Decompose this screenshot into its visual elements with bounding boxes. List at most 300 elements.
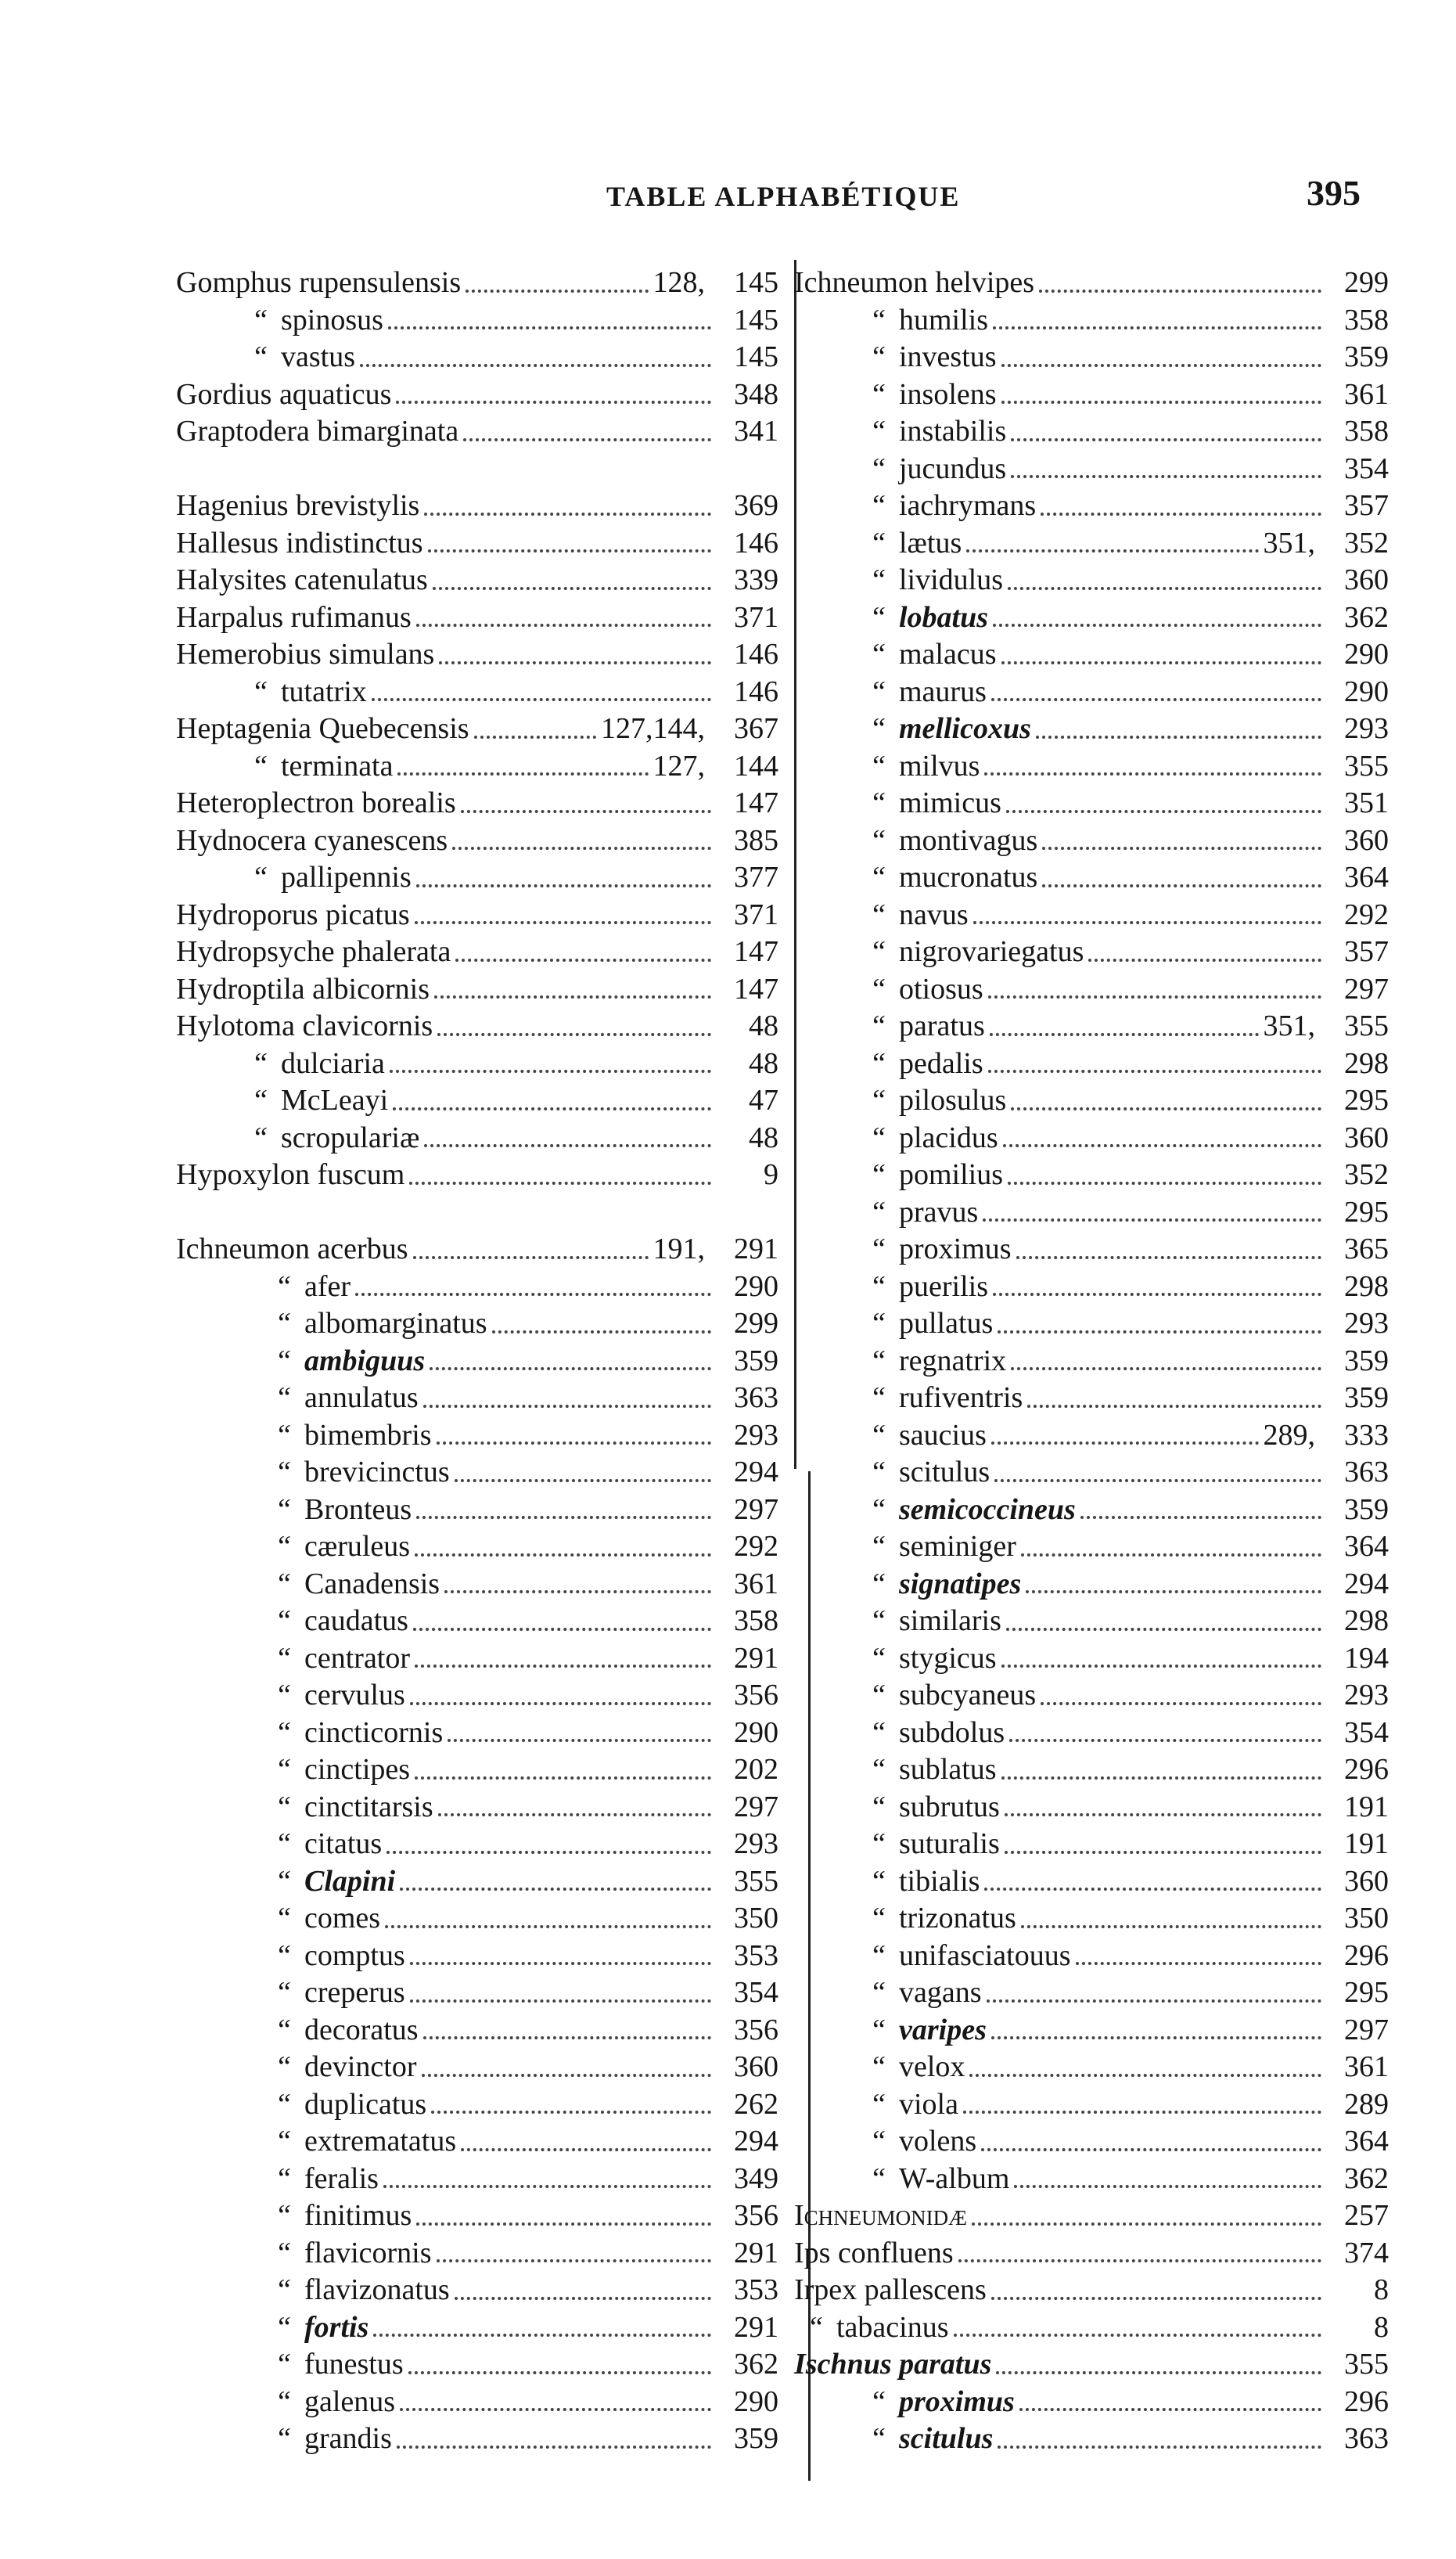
entry-page: 191	[1344, 1790, 1389, 1823]
ditto-mark: “	[275, 2161, 292, 2195]
ditto-mark: “	[251, 1121, 268, 1154]
entry-name: Hydropsyche phalerata	[176, 935, 451, 969]
page-number: 395	[1307, 173, 1361, 213]
ditto-mark: “	[869, 823, 886, 857]
index-entry	[176, 1528, 794, 1566]
entry-name: tabacinus	[836, 2310, 949, 2344]
ditto-mark: “	[869, 898, 886, 931]
ditto-mark: “	[275, 2013, 292, 2046]
ditto-mark: “	[869, 2050, 886, 2084]
ditto-mark: “	[869, 563, 886, 597]
entry-page: 297	[734, 1790, 778, 1823]
index-entry	[176, 822, 794, 860]
entry-page: 363	[734, 1381, 778, 1415]
entry-name: vagans	[899, 1976, 982, 2010]
entry-name: cinctipes	[304, 1753, 411, 1787]
entry-name: insolens	[899, 377, 997, 411]
entry-name: duplicatus	[304, 2087, 427, 2121]
entry-name: bimembris	[304, 1418, 432, 1452]
dot-leader	[990, 1033, 1259, 1036]
dot-leader	[1088, 959, 1321, 962]
index-entry	[176, 2346, 794, 2384]
index-entry	[176, 1492, 794, 1529]
entry-page: 296	[1344, 1753, 1389, 1787]
index-entry	[176, 1380, 794, 1417]
index-entry	[794, 1008, 1412, 1046]
ditto-mark: “	[869, 1864, 886, 1898]
entry-name: Heteroplectron borealis	[176, 786, 456, 820]
ditto-mark: “	[807, 2310, 824, 2344]
ditto-mark: “	[275, 2199, 292, 2233]
entry-name: jucundus	[899, 452, 1007, 485]
ditto-mark: “	[869, 1233, 886, 1266]
index-entry	[794, 525, 1412, 563]
entry-name: caudatus	[304, 1604, 408, 1638]
entry-page: 297	[1344, 972, 1389, 1006]
dot-leader	[383, 2185, 711, 2188]
index-entry	[794, 1269, 1412, 1306]
ditto-mark: “	[869, 1567, 886, 1600]
ditto-mark: “	[275, 1307, 292, 1341]
entry-page: 353	[734, 2273, 778, 2307]
entry-name: Hydnocera cyanescens	[176, 823, 448, 857]
index-column-right	[794, 265, 1412, 2458]
entry-page: 147	[734, 786, 778, 820]
entry-name: otiosus	[899, 972, 983, 1006]
index-entry	[176, 1157, 794, 1194]
entry-name: tutatrix	[281, 675, 367, 708]
entry-name: decoratus	[304, 2013, 419, 2046]
ditto-mark: “	[869, 1418, 886, 1452]
entry-name: pomilius	[899, 1158, 1004, 1192]
dot-leader	[416, 1516, 711, 1519]
dot-leader	[1011, 475, 1321, 478]
ditto-mark: “	[869, 2384, 886, 2418]
entry-name: placidus	[899, 1121, 998, 1154]
ditto-mark: “	[251, 675, 268, 708]
ditto-mark: “	[869, 935, 886, 969]
index-entry	[794, 1863, 1412, 1901]
index-entry	[794, 1789, 1412, 1827]
ditto-mark: “	[869, 415, 886, 448]
entry-page: 359	[734, 2422, 778, 2456]
entry-name: creperus	[304, 1976, 405, 2010]
ditto-mark: “	[869, 2125, 886, 2158]
index-entry	[176, 1603, 794, 1640]
ditto-mark: “	[275, 2384, 292, 2418]
index-entry	[794, 413, 1412, 451]
dot-leader	[1006, 1628, 1321, 1631]
entry-name: finitimus	[304, 2199, 412, 2233]
entry-page: 295	[1344, 1195, 1389, 1229]
entry-page: 341	[734, 415, 778, 448]
entry-page: 147	[734, 935, 778, 969]
ditto-mark: “	[869, 600, 886, 634]
dot-leader	[444, 1590, 711, 1593]
entry-name: Ischnus paratus	[794, 2348, 992, 2381]
index-entry	[176, 599, 794, 637]
index-entry	[176, 2161, 794, 2198]
entry-name: scitulus	[899, 1456, 990, 1489]
index-entry	[794, 1305, 1412, 1343]
index-entry	[176, 1640, 794, 1678]
index-entry	[794, 636, 1412, 674]
entry-name: flavizonatus	[304, 2273, 450, 2307]
ditto-mark: “	[275, 1679, 292, 1712]
ditto-mark: “	[275, 1864, 292, 1898]
dot-leader	[423, 2036, 711, 2039]
page-header	[0, 173, 1456, 224]
index-entry	[794, 2346, 1412, 2384]
ditto-mark: “	[869, 1902, 886, 1935]
entry-page: 290	[1344, 675, 1389, 708]
dot-leader	[437, 1441, 711, 1445]
dot-leader	[413, 1256, 649, 1259]
dot-leader	[474, 736, 596, 739]
entry-name: lobatus	[899, 600, 989, 634]
entry-name: Gomphus rupensulensis	[176, 266, 462, 300]
running-title: TABLE ALPHABÉTIQUE	[606, 181, 961, 212]
dot-leader	[397, 772, 648, 776]
ditto-mark: “	[869, 1753, 886, 1787]
index-entry	[176, 2086, 794, 2124]
dot-leader	[461, 2148, 711, 2151]
dot-leader	[958, 2259, 1321, 2262]
entry-page: 298	[1344, 1269, 1389, 1303]
entry-page: 364	[1344, 1530, 1389, 1564]
entry-page: 9	[764, 1158, 778, 1192]
entry-name: trizonatus	[899, 1902, 1016, 1935]
entry-page: 354	[1344, 452, 1389, 485]
entry-page: 360	[1344, 1864, 1389, 1898]
entry-name: Hypoxylon fuscum	[176, 1158, 405, 1192]
entry-name: Heptagenia Quebecensis	[176, 712, 469, 746]
entry-page: 145	[734, 340, 778, 374]
entry-page: 371	[734, 898, 778, 931]
dot-leader	[1042, 847, 1321, 850]
entry-name: Hylotoma clavicornis	[176, 1010, 433, 1043]
dot-leader	[415, 1665, 711, 1668]
entry-extra-pages: 127,	[653, 749, 705, 783]
entry-name: Clapini	[304, 1864, 396, 1898]
entry-page: 365	[1344, 1233, 1389, 1266]
entry-page: 291	[734, 1641, 778, 1675]
entry-name: puerilis	[899, 1269, 988, 1303]
entry-page: 297	[734, 1492, 778, 1526]
ditto-mark: “	[869, 489, 886, 523]
index-entry	[794, 785, 1412, 822]
dot-leader	[416, 884, 711, 887]
index-entry	[176, 562, 794, 599]
ditto-mark: “	[869, 1456, 886, 1489]
entry-extra-pages: 289,	[1263, 1418, 1315, 1452]
entry-name: terminata	[281, 749, 394, 783]
index-entry	[794, 599, 1412, 637]
ditto-mark: “	[869, 2087, 886, 2121]
dot-leader	[1008, 1182, 1321, 1185]
entry-name: pedalis	[899, 1046, 983, 1080]
dot-leader	[988, 1070, 1321, 1073]
dot-leader	[963, 2111, 1321, 2114]
index-entry	[176, 1120, 794, 1157]
entry-name: grandis	[304, 2422, 392, 2456]
dot-leader	[966, 549, 1258, 552]
ditto-mark: “	[275, 1902, 292, 1935]
ditto-mark: “	[251, 1046, 268, 1080]
entry-page: 364	[1344, 861, 1389, 894]
index-entry	[176, 1082, 794, 1120]
entry-page: 290	[734, 2384, 778, 2418]
dot-leader	[998, 1330, 1321, 1333]
dot-leader	[424, 513, 711, 516]
entry-name: iachrymans	[899, 489, 1037, 523]
entry-name: investus	[899, 340, 997, 374]
entry-name: regnatrix	[899, 1344, 1007, 1377]
dot-leader	[422, 2074, 711, 2077]
index-entry	[176, 2420, 794, 2458]
index-entry	[794, 1380, 1412, 1417]
ditto-mark: “	[275, 2422, 292, 2456]
entry-page: 293	[1344, 1679, 1389, 1712]
ditto-mark: “	[275, 1790, 292, 1823]
index-entry	[794, 1566, 1412, 1603]
index-entry	[794, 2272, 1412, 2309]
entry-name: varipes	[899, 2013, 987, 2046]
index-entry	[794, 1343, 1412, 1380]
entry-page: 289	[1344, 2087, 1389, 2121]
index-entry	[794, 1826, 1412, 1863]
dot-leader	[466, 290, 648, 293]
entry-name: fortis	[304, 2310, 369, 2344]
ditto-mark: “	[869, 303, 886, 337]
index-entry	[176, 413, 794, 451]
dot-leader	[360, 364, 711, 367]
ditto-mark: “	[869, 1269, 886, 1303]
index-entry	[176, 711, 794, 748]
entry-page: 295	[1344, 1976, 1389, 2010]
index-entry	[794, 2012, 1412, 2050]
dot-leader	[998, 2446, 1321, 2449]
index-entry	[176, 488, 794, 525]
ditto-mark: “	[869, 1938, 886, 1972]
ditto-mark: “	[275, 1604, 292, 1638]
index-entry	[176, 2012, 794, 2050]
entry-name: pilosulus	[899, 1084, 1007, 1118]
dot-leader	[984, 1888, 1321, 1891]
dot-leader	[994, 1479, 1321, 1482]
dot-leader	[1021, 1553, 1321, 1557]
ditto-mark: “	[275, 1381, 292, 1415]
index-entry	[176, 971, 794, 1009]
entry-name: brevicinctus	[304, 1456, 450, 1489]
ditto-mark: “	[869, 526, 886, 560]
index-entry	[794, 1231, 1412, 1269]
entry-page: 290	[734, 1715, 778, 1749]
entry-page: 146	[734, 526, 778, 560]
dot-leader	[428, 549, 711, 552]
ditto-mark: “	[275, 1938, 292, 1972]
entry-page: 359	[1344, 1344, 1389, 1377]
dot-leader	[410, 1702, 711, 1705]
index-entry	[794, 2384, 1412, 2421]
entry-name: montivagus	[899, 823, 1038, 857]
entry-name: cervulus	[304, 1679, 405, 1712]
dot-leader	[1014, 2185, 1321, 2188]
ditto-mark: “	[251, 749, 268, 783]
index-entry	[176, 897, 794, 934]
entry-page: 262	[734, 2087, 778, 2121]
index-entry	[794, 1938, 1412, 1975]
entry-name: subrutus	[899, 1790, 1000, 1823]
entry-name: stygicus	[899, 1641, 997, 1675]
dot-leader	[385, 1925, 711, 1928]
entry-name: seminiger	[899, 1530, 1016, 1564]
dot-leader	[437, 2259, 711, 2262]
entry-page: 358	[1344, 303, 1389, 337]
index-entry	[794, 2086, 1412, 2124]
dot-leader	[1039, 290, 1321, 293]
dot-leader	[1001, 1665, 1321, 1668]
dot-leader	[1026, 1590, 1321, 1593]
dot-leader	[1041, 513, 1321, 516]
dot-leader	[448, 1739, 711, 1742]
entry-page: 48	[749, 1121, 778, 1154]
entry-page: 374	[1344, 2236, 1389, 2269]
entry-name: pravus	[899, 1195, 979, 1229]
ditto-mark: “	[869, 452, 886, 485]
entry-page: 357	[1344, 935, 1389, 969]
entry-page: 361	[1344, 2050, 1389, 2084]
index-entry	[176, 2049, 794, 2086]
dot-leader	[410, 1999, 711, 2003]
section-gap	[176, 451, 794, 488]
entry-page: 296	[1344, 1938, 1389, 1972]
index-entry	[794, 1751, 1412, 1789]
entry-name: albomarginatus	[304, 1307, 487, 1341]
dot-leader	[430, 1367, 711, 1370]
ditto-mark: “	[869, 1195, 886, 1229]
entry-name: comptus	[304, 1938, 405, 1972]
entry-name: Canadensis	[304, 1567, 440, 1600]
entry-page: 299	[1344, 266, 1389, 300]
entry-page: 146	[734, 638, 778, 671]
entry-name: vastus	[281, 340, 355, 374]
entry-name: paratus	[899, 1010, 985, 1043]
dot-leader	[969, 2074, 1321, 2077]
dot-leader	[492, 1330, 711, 1333]
entry-name: volens	[899, 2125, 977, 2158]
entry-name: Ichneumon helvipes	[794, 266, 1035, 300]
index-entry	[176, 748, 794, 786]
index-entry	[176, 1305, 794, 1343]
index-entry	[176, 1269, 794, 1306]
index-entry	[794, 1492, 1412, 1529]
entry-name: galenus	[304, 2384, 396, 2418]
index-entry	[794, 711, 1412, 748]
dot-leader	[452, 847, 711, 850]
index-entry	[176, 1974, 794, 2012]
ditto-mark: “	[275, 1827, 292, 1861]
ditto-mark: “	[275, 1456, 292, 1489]
index-entry	[176, 1343, 794, 1380]
entry-page: 291	[734, 1233, 778, 1266]
ditto-mark: “	[869, 749, 886, 783]
entry-page: 202	[734, 1753, 778, 1787]
entry-name: scropulariæ	[281, 1121, 420, 1154]
index-entry	[794, 1900, 1412, 1938]
entry-page: 293	[1344, 1307, 1389, 1341]
entry-page: 367	[734, 712, 778, 746]
entry-page: 363	[1344, 2422, 1389, 2456]
index-entry	[176, 1417, 794, 1455]
section-gap	[176, 1194, 794, 1232]
dot-leader	[1001, 401, 1321, 404]
index-entry	[794, 1046, 1412, 1083]
index-entry	[794, 1417, 1412, 1455]
index-entry	[794, 2049, 1412, 2086]
entry-page: 351	[1344, 786, 1389, 820]
ditto-mark: “	[275, 2348, 292, 2381]
index-entry	[176, 525, 794, 563]
dot-leader	[455, 2297, 711, 2300]
entry-page: 333	[1344, 1418, 1389, 1452]
entry-name: W-album	[899, 2161, 1010, 2195]
entry-name: Ichneumon acerbus	[176, 1233, 408, 1266]
ditto-mark: “	[869, 2422, 886, 2456]
dot-leader	[434, 995, 711, 999]
entry-name: Bronteus	[304, 1492, 412, 1526]
entry-name: cæruleus	[304, 1530, 411, 1564]
index-entry	[794, 1120, 1412, 1157]
entry-name: Irpex pallescens	[794, 2273, 987, 2307]
index-entry	[176, 1231, 794, 1269]
index-entry	[176, 1008, 794, 1046]
entry-page: 48	[749, 1010, 778, 1043]
index-entry	[794, 971, 1412, 1009]
dot-leader	[993, 326, 1321, 329]
entry-page: 339	[734, 563, 778, 597]
entry-name: Gordius aquaticus	[176, 377, 392, 411]
dot-leader	[1036, 736, 1321, 739]
dot-leader	[1076, 1962, 1321, 1965]
entry-name: nigrovariegatus	[899, 935, 1084, 969]
dot-leader	[408, 2371, 711, 2374]
ditto-mark: “	[251, 861, 268, 894]
entry-page: 257	[1344, 2199, 1389, 2233]
entry-page: 363	[1344, 1456, 1389, 1489]
entry-page: 362	[734, 2348, 778, 2381]
ditto-mark: “	[275, 1641, 292, 1675]
ditto-mark: “	[275, 2087, 292, 2121]
index-entry	[794, 376, 1412, 414]
index-entry	[794, 2309, 1412, 2347]
ditto-mark: “	[251, 303, 268, 337]
ditto-mark: “	[869, 786, 886, 820]
index-entry	[794, 1677, 1412, 1715]
entry-name: Ips confluens	[794, 2236, 954, 2269]
entry-page: 371	[734, 600, 778, 634]
entry-page: 359	[734, 1344, 778, 1377]
ditto-mark: “	[869, 1679, 886, 1712]
dot-leader	[390, 1070, 711, 1073]
ditto-mark: “	[869, 1715, 886, 1749]
ditto-mark: “	[275, 1530, 292, 1564]
entry-name: unifasciatouus	[899, 1938, 1071, 1972]
dot-leader	[455, 1479, 711, 1482]
entry-name: milvus	[899, 749, 980, 783]
entry-name: dulciaria	[281, 1046, 385, 1080]
ditto-mark: “	[275, 1715, 292, 1749]
